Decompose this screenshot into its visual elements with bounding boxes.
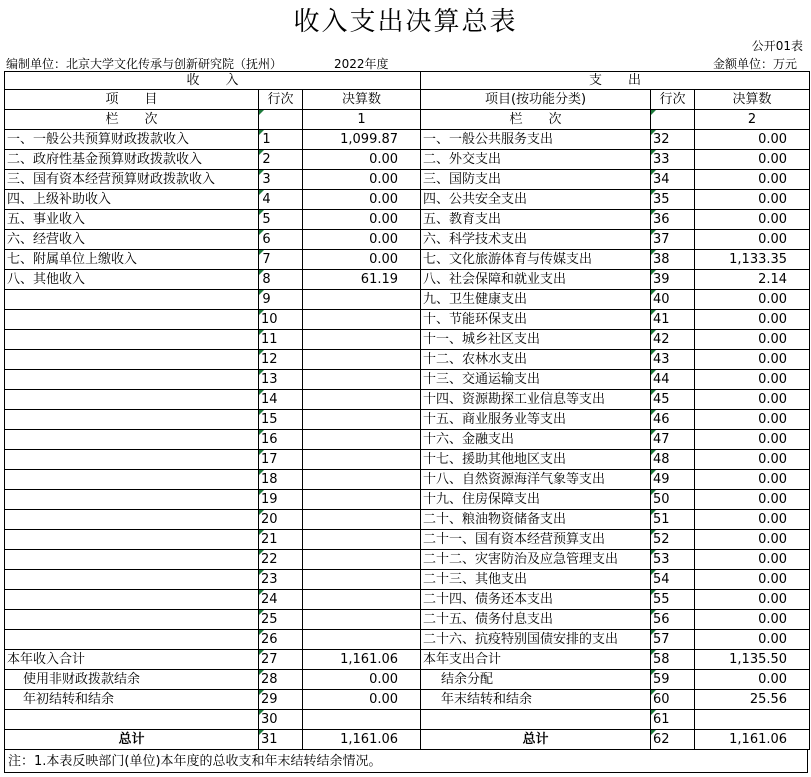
expense-rowno-cell: 55 — [651, 590, 695, 610]
income-item-cell — [5, 370, 259, 390]
expense-amount-cell: 0.00 — [695, 550, 810, 570]
income-item-cell: 年初结转和结余 — [5, 690, 259, 710]
expense-item-cell: 九、卫生健康支出 — [421, 290, 651, 310]
page-title: 收入支出决算总表 — [293, 7, 518, 37]
income-col-number: 1 — [303, 110, 421, 130]
expense-rowno-cell: 61 — [651, 710, 695, 730]
income-rowno-cell: 4 — [259, 190, 303, 210]
expense-amount-cell: 0.00 — [695, 490, 810, 510]
expense-rowno-cell: 32 — [651, 130, 695, 150]
expense-amount-cell: 0.00 — [695, 530, 810, 550]
table-row — [5, 650, 810, 670]
expense-rowno-cell: 48 — [651, 450, 695, 470]
expense-item-cell: 二十三、其他支出 — [421, 570, 651, 590]
income-item-cell: 一、一般公共预算财政拨款收入 — [5, 130, 259, 150]
expense-amount-cell: 0.00 — [695, 630, 810, 650]
income-rowno-cell: 21 — [259, 530, 303, 550]
income-item-cell — [5, 350, 259, 370]
income-rowno-cell: 14 — [259, 390, 303, 410]
table-row — [5, 430, 810, 450]
expense-amount-cell: 0.00 — [695, 170, 810, 190]
table-row — [5, 390, 810, 410]
expense-item-cell: 结余分配 — [421, 670, 651, 690]
income-col-blank — [259, 110, 303, 130]
income-item-cell: 五、事业收入 — [5, 210, 259, 230]
income-rowno-header: 行次 — [259, 90, 303, 110]
expense-rowno-cell: 54 — [651, 570, 695, 590]
income-amount-cell — [303, 310, 421, 330]
total-row — [5, 730, 810, 750]
expense-amount-cell — [695, 710, 810, 730]
table-row — [5, 350, 810, 370]
income-item-cell: 七、附属单位上缴收入 — [5, 250, 259, 270]
expense-amount-cell: 0.00 — [695, 150, 810, 170]
expense-rowno-cell: 60 — [651, 690, 695, 710]
expense-rowno-cell: 59 — [651, 670, 695, 690]
table-row — [5, 610, 810, 630]
expense-amount-cell: 0.00 — [695, 190, 810, 210]
income-col-label: 栏 次 — [5, 110, 259, 130]
income-item-cell — [5, 590, 259, 610]
expense-item-cell: 二十二、灾害防治及应急管理支出 — [421, 550, 651, 570]
expense-rowno-cell: 35 — [651, 190, 695, 210]
income-rowno-cell: 27 — [259, 650, 303, 670]
expense-amount-cell: 0.00 — [695, 230, 810, 250]
expense-rowno-cell: 53 — [651, 550, 695, 570]
expense-item-cell: 十五、商业服务业等支出 — [421, 410, 651, 430]
table-row — [5, 590, 810, 610]
footnote: 注：1.本表反映部门(单位)本年度的总收支和年末结转结余情况。 — [4, 749, 808, 773]
expense-rowno-cell: 41 — [651, 310, 695, 330]
expense-item-cell: 十九、住房保障支出 — [421, 490, 651, 510]
table-row — [5, 710, 810, 730]
income-item-cell — [5, 410, 259, 430]
income-item-cell — [5, 450, 259, 470]
income-rowno-cell: 19 — [259, 490, 303, 510]
table-row — [5, 270, 810, 290]
income-item-cell: 使用非财政拨款结余 — [5, 670, 259, 690]
expense-item-cell: 本年支出合计 — [421, 650, 651, 670]
expense-amount-cell: 1,161.06 — [695, 730, 810, 750]
income-amount-cell: 0.00 — [303, 190, 421, 210]
expense-amount-cell: 0.00 — [695, 130, 810, 150]
income-rowno-cell: 1 — [259, 130, 303, 150]
income-item-cell — [5, 490, 259, 510]
income-item-cell — [5, 390, 259, 410]
income-rowno-cell: 23 — [259, 570, 303, 590]
income-amount-header: 决算数 — [303, 90, 421, 110]
income-item-cell — [5, 290, 259, 310]
form-number: 公开01表 — [751, 39, 803, 53]
income-amount-cell — [303, 710, 421, 730]
expense-amount-cell: 1,133.35 — [695, 250, 810, 270]
table-row — [5, 210, 810, 230]
income-amount-cell: 0.00 — [303, 250, 421, 270]
income-rowno-cell: 15 — [259, 410, 303, 430]
income-amount-cell — [303, 530, 421, 550]
expense-amount-cell: 0.00 — [695, 330, 810, 350]
income-rowno-cell: 8 — [259, 270, 303, 290]
income-amount-cell: 0.00 — [303, 170, 421, 190]
income-item-cell — [5, 630, 259, 650]
income-rowno-cell: 13 — [259, 370, 303, 390]
table-row — [5, 530, 810, 550]
column-index-row — [5, 110, 810, 130]
expense-col-blank — [651, 110, 695, 130]
expense-amount-cell: 0.00 — [695, 670, 810, 690]
expense-rowno-cell: 40 — [651, 290, 695, 310]
expense-rowno-cell: 42 — [651, 330, 695, 350]
expense-item-cell: 总计 — [421, 730, 651, 750]
income-rowno-cell: 7 — [259, 250, 303, 270]
expense-rowno-cell: 46 — [651, 410, 695, 430]
expense-item-cell: 十七、援助其他地区支出 — [421, 450, 651, 470]
table-row — [5, 490, 810, 510]
income-item-cell: 二、政府性基金预算财政拨款收入 — [5, 150, 259, 170]
income-item-cell: 本年收入合计 — [5, 650, 259, 670]
income-amount-cell — [303, 430, 421, 450]
income-rowno-cell: 16 — [259, 430, 303, 450]
income-amount-cell: 1,161.06 — [303, 730, 421, 750]
column-header-row — [5, 90, 810, 110]
income-rowno-cell: 29 — [259, 690, 303, 710]
table-row — [5, 470, 810, 490]
income-rowno-cell: 12 — [259, 350, 303, 370]
table-row — [5, 130, 810, 150]
table-row — [5, 190, 810, 210]
income-item-cell: 四、上级补助收入 — [5, 190, 259, 210]
income-amount-cell — [303, 550, 421, 570]
expense-item-cell: 四、公共安全支出 — [421, 190, 651, 210]
table-row — [5, 170, 810, 190]
expense-amount-cell: 2.14 — [695, 270, 810, 290]
expense-rowno-cell: 62 — [651, 730, 695, 750]
income-amount-cell — [303, 610, 421, 630]
expense-rowno-cell: 36 — [651, 210, 695, 230]
income-item-cell — [5, 610, 259, 630]
expense-item-cell — [421, 710, 651, 730]
income-rowno-cell: 24 — [259, 590, 303, 610]
income-item-cell — [5, 310, 259, 330]
income-amount-cell: 0.00 — [303, 690, 421, 710]
table-row — [5, 690, 810, 710]
income-item-cell — [5, 550, 259, 570]
expense-item-cell: 二十四、债务还本支出 — [421, 590, 651, 610]
income-item-cell — [5, 470, 259, 490]
expense-rowno-cell: 37 — [651, 230, 695, 250]
expense-rowno-cell: 44 — [651, 370, 695, 390]
income-item-cell: 总计 — [5, 730, 259, 750]
expense-item-cell: 十二、农林水支出 — [421, 350, 651, 370]
expense-rowno-cell: 51 — [651, 510, 695, 530]
income-amount-cell — [303, 330, 421, 350]
income-amount-cell — [303, 350, 421, 370]
table-row — [5, 550, 810, 570]
income-item-cell: 六、经营收入 — [5, 230, 259, 250]
expense-rowno-cell: 43 — [651, 350, 695, 370]
income-amount-cell — [303, 290, 421, 310]
expense-amount-cell: 0.00 — [695, 610, 810, 630]
expense-item-cell: 二十、粮油物资储备支出 — [421, 510, 651, 530]
income-item-cell — [5, 330, 259, 350]
expense-amount-cell: 25.56 — [695, 690, 810, 710]
expense-amount-cell: 0.00 — [695, 510, 810, 530]
table-row — [5, 670, 810, 690]
expense-amount-cell: 0.00 — [695, 290, 810, 310]
income-amount-cell — [303, 590, 421, 610]
income-amount-cell: 0.00 — [303, 670, 421, 690]
table-row — [5, 230, 810, 250]
expense-rowno-cell: 39 — [651, 270, 695, 290]
income-item-cell — [5, 570, 259, 590]
income-rowno-cell: 10 — [259, 310, 303, 330]
expense-amount-cell: 0.00 — [695, 310, 810, 330]
expense-amount-cell: 0.00 — [695, 370, 810, 390]
income-item-cell: 三、国有资本经营预算财政拨款收入 — [5, 170, 259, 190]
income-amount-cell: 0.00 — [303, 150, 421, 170]
income-rowno-cell: 6 — [259, 230, 303, 250]
expense-item-cell: 十四、资源勘探工业信息等支出 — [421, 390, 651, 410]
income-amount-cell — [303, 450, 421, 470]
table-row — [5, 370, 810, 390]
fiscal-year: 2022年度 — [334, 57, 389, 71]
expense-amount-cell: 0.00 — [695, 350, 810, 370]
expense-amount-cell: 0.00 — [695, 390, 810, 410]
expense-col-label: 栏 次 — [421, 110, 651, 130]
expense-rowno-cell: 33 — [651, 150, 695, 170]
income-amount-cell — [303, 370, 421, 390]
expense-item-cell: 八、社会保障和就业支出 — [421, 270, 651, 290]
table-row — [5, 510, 810, 530]
expense-rowno-cell: 56 — [651, 610, 695, 630]
income-rowno-cell: 20 — [259, 510, 303, 530]
income-rowno-cell: 9 — [259, 290, 303, 310]
expense-item-cell: 十三、交通运输支出 — [421, 370, 651, 390]
expense-rowno-cell: 57 — [651, 630, 695, 650]
expense-item-cell: 二十一、国有资本经营预算支出 — [421, 530, 651, 550]
amount-unit: 金额单位：万元 — [712, 57, 797, 71]
expense-amount-cell: 0.00 — [695, 570, 810, 590]
table-row — [5, 330, 810, 350]
expense-amount-cell: 0.00 — [695, 430, 810, 450]
expense-amount-cell: 0.00 — [695, 210, 810, 230]
income-rowno-cell: 30 — [259, 710, 303, 730]
expense-amount-header: 决算数 — [695, 90, 810, 110]
expense-col-number: 2 — [695, 110, 810, 130]
income-rowno-cell: 18 — [259, 470, 303, 490]
table-row — [5, 410, 810, 430]
expense-amount-cell: 0.00 — [695, 450, 810, 470]
income-amount-cell — [303, 410, 421, 430]
income-rowno-cell: 17 — [259, 450, 303, 470]
expense-item-cell: 年末结转和结余 — [421, 690, 651, 710]
income-rowno-cell: 25 — [259, 610, 303, 630]
income-amount-cell — [303, 490, 421, 510]
expense-item-cell: 六、科学技术支出 — [421, 230, 651, 250]
income-item-cell: 八、其他收入 — [5, 270, 259, 290]
expense-rowno-cell: 47 — [651, 430, 695, 450]
expense-item-cell: 十一、城乡社区支出 — [421, 330, 651, 350]
income-rowno-cell: 31 — [259, 730, 303, 750]
table-row — [5, 310, 810, 330]
income-amount-cell: 1,161.06 — [303, 650, 421, 670]
income-rowno-cell: 3 — [259, 170, 303, 190]
income-amount-cell — [303, 390, 421, 410]
expense-amount-cell: 0.00 — [695, 590, 810, 610]
income-item-cell — [5, 530, 259, 550]
expense-item-cell: 三、国防支出 — [421, 170, 651, 190]
expense-item-cell: 一、一般公共服务支出 — [421, 130, 651, 150]
table-row — [5, 150, 810, 170]
table-row — [5, 630, 810, 650]
income-item-cell — [5, 510, 259, 530]
table-row — [5, 570, 810, 590]
income-amount-cell — [303, 470, 421, 490]
income-amount-cell — [303, 510, 421, 530]
expense-rowno-header: 行次 — [651, 90, 695, 110]
expense-amount-cell: 0.00 — [695, 410, 810, 430]
expense-item-cell: 二十五、债务付息支出 — [421, 610, 651, 630]
expense-rowno-cell: 49 — [651, 470, 695, 490]
expense-item-cell: 二、外交支出 — [421, 150, 651, 170]
table-row — [5, 450, 810, 470]
income-rowno-cell: 11 — [259, 330, 303, 350]
expense-item-cell: 十、节能环保支出 — [421, 310, 651, 330]
table-row — [5, 250, 810, 270]
expense-rowno-cell: 58 — [651, 650, 695, 670]
expense-amount-cell: 0.00 — [695, 470, 810, 490]
income-amount-cell: 0.00 — [303, 230, 421, 250]
expense-rowno-cell: 34 — [651, 170, 695, 190]
income-item-cell — [5, 710, 259, 730]
expense-section-header: 支 出 — [421, 72, 810, 90]
section-header-row — [5, 72, 810, 90]
reporting-unit: 编制单位：北京大学文化传承与创新研究院（抚州） — [6, 57, 283, 71]
income-item-cell — [5, 430, 259, 450]
expense-item-cell: 十八、自然资源海洋气象等支出 — [421, 470, 651, 490]
income-item-header: 项 目 — [5, 90, 259, 110]
expense-item-header: 项目(按功能分类) — [421, 90, 651, 110]
income-amount-cell — [303, 630, 421, 650]
expense-rowno-cell: 38 — [651, 250, 695, 270]
expense-item-cell: 五、教育支出 — [421, 210, 651, 230]
income-rowno-cell: 22 — [259, 550, 303, 570]
income-rowno-cell: 5 — [259, 210, 303, 230]
income-amount-cell: 0.00 — [303, 210, 421, 230]
expense-item-cell: 二十六、抗疫特别国债安排的支出 — [421, 630, 651, 650]
expense-amount-cell: 1,135.50 — [695, 650, 810, 670]
income-rowno-cell: 26 — [259, 630, 303, 650]
income-rowno-cell: 28 — [259, 670, 303, 690]
summary-table — [4, 71, 810, 750]
income-amount-cell: 1,099.87 — [303, 130, 421, 150]
income-amount-cell: 61.19 — [303, 270, 421, 290]
expense-item-cell: 十六、金融支出 — [421, 430, 651, 450]
income-rowno-cell: 2 — [259, 150, 303, 170]
table-row — [5, 290, 810, 310]
expense-rowno-cell: 52 — [651, 530, 695, 550]
income-amount-cell — [303, 570, 421, 590]
expense-item-cell: 七、文化旅游体育与传媒支出 — [421, 250, 651, 270]
expense-rowno-cell: 50 — [651, 490, 695, 510]
expense-rowno-cell: 45 — [651, 390, 695, 410]
income-section-header: 收 入 — [5, 72, 421, 90]
